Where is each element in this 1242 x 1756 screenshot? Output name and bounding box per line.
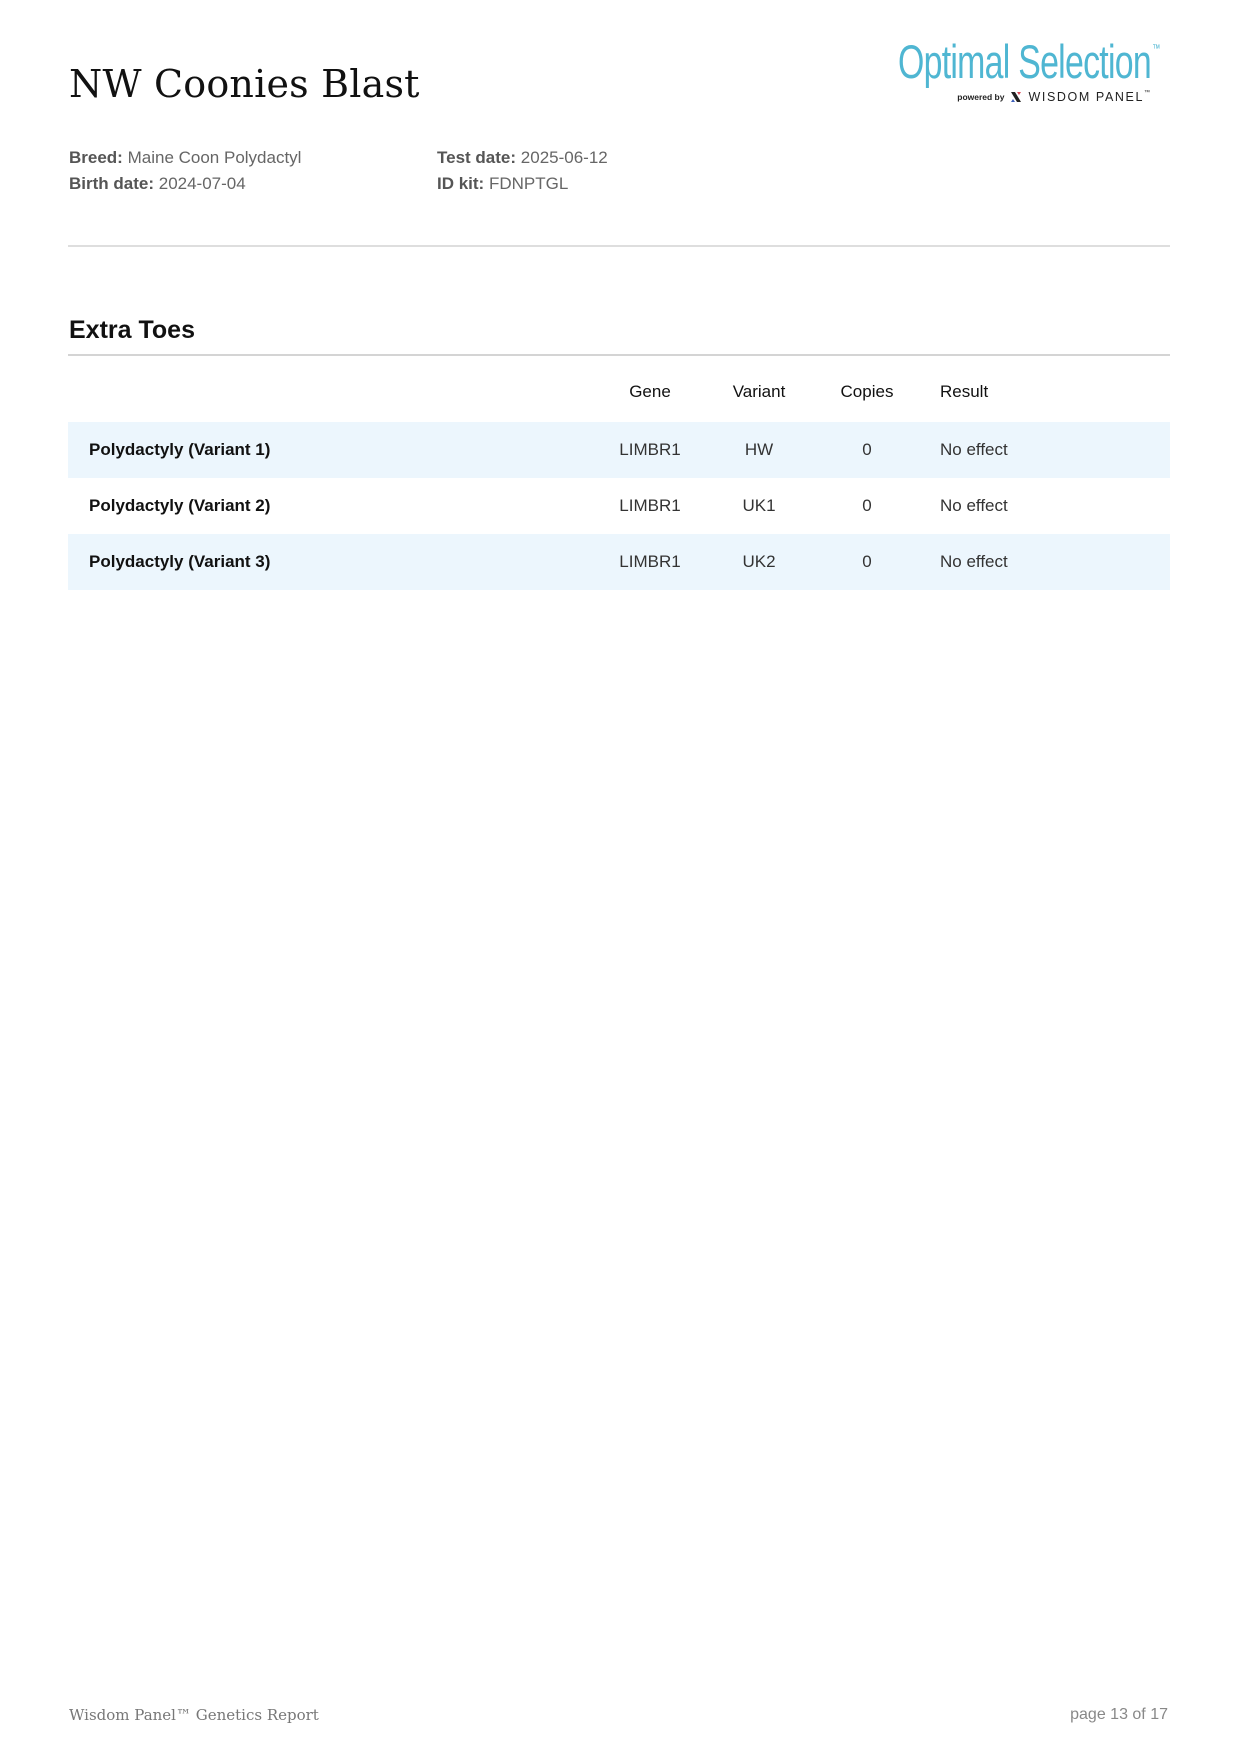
breed-value: Maine Coon Polydactyl [127,148,302,167]
header-gene: Gene [629,382,671,401]
logo-powered-label: powered by [957,92,1005,102]
header-divider [68,245,1170,247]
test-details [437,145,608,197]
logo-title: Optimal Selection [898,35,1151,88]
footer-page-number: page 13 of 17 [1070,1706,1168,1723]
logo-brand [1028,90,1150,104]
header-variant: Variant [732,382,786,401]
breed-row [69,145,301,171]
header-result: Result [940,382,989,401]
test-date-label: Test date: [437,148,517,167]
row-result: No effect [940,496,1008,515]
page-title: NW Coonies Blast [69,62,420,106]
logo-powered-by [957,90,1150,104]
optimal-selection-logo [898,35,1160,108]
logo-main-text [898,35,1160,88]
birth-date-label: Birth date: [69,174,154,193]
row-copies: 0 [862,496,872,515]
row-copies: 0 [814,422,920,478]
section-divider [68,354,1170,356]
id-kit-label: ID kit: [437,174,485,193]
section-title: Extra Toes [69,316,195,344]
row-result: No effect [920,422,1170,478]
test-date-row [437,145,608,171]
birth-date-row [69,171,301,197]
row-gene: LIMBR1 [619,496,681,515]
row-variant: UK2 [704,534,814,590]
row-name: Polydactyly (Variant 1) [68,422,596,478]
header-copies: Copies [840,382,894,401]
logo-brand-trademark: ™ [1144,90,1150,96]
wisdom-panel-mark-icon [1010,91,1022,103]
results-table [68,362,1170,590]
id-kit-value: FDNPTGL [488,174,569,193]
row-copies: 0 [814,534,920,590]
footer-report-name: Wisdom Panel™ Genetics Report [69,1706,319,1724]
row-variant: UK1 [742,496,776,515]
row-variant: HW [704,422,814,478]
logo-trademark: ™ [1152,43,1160,55]
breed-label: Breed: [69,148,123,167]
header-blank [68,362,596,422]
id-kit-row [437,171,608,197]
logo-brand-text: WISDOM PANEL [1028,90,1144,104]
table-row [68,534,1170,590]
table-row [68,478,1170,534]
pet-details [69,145,301,197]
birth-date-value: 2024-07-04 [158,174,246,193]
table-row [68,422,1170,478]
row-name: Polydactyly (Variant 3) [68,534,596,590]
row-name: Polydactyly (Variant 2) [89,496,271,515]
table-header-row [68,362,1170,422]
test-date-value: 2025-06-12 [520,148,608,167]
row-gene: LIMBR1 [596,534,704,590]
row-gene: LIMBR1 [596,422,704,478]
row-result: No effect [920,534,1170,590]
